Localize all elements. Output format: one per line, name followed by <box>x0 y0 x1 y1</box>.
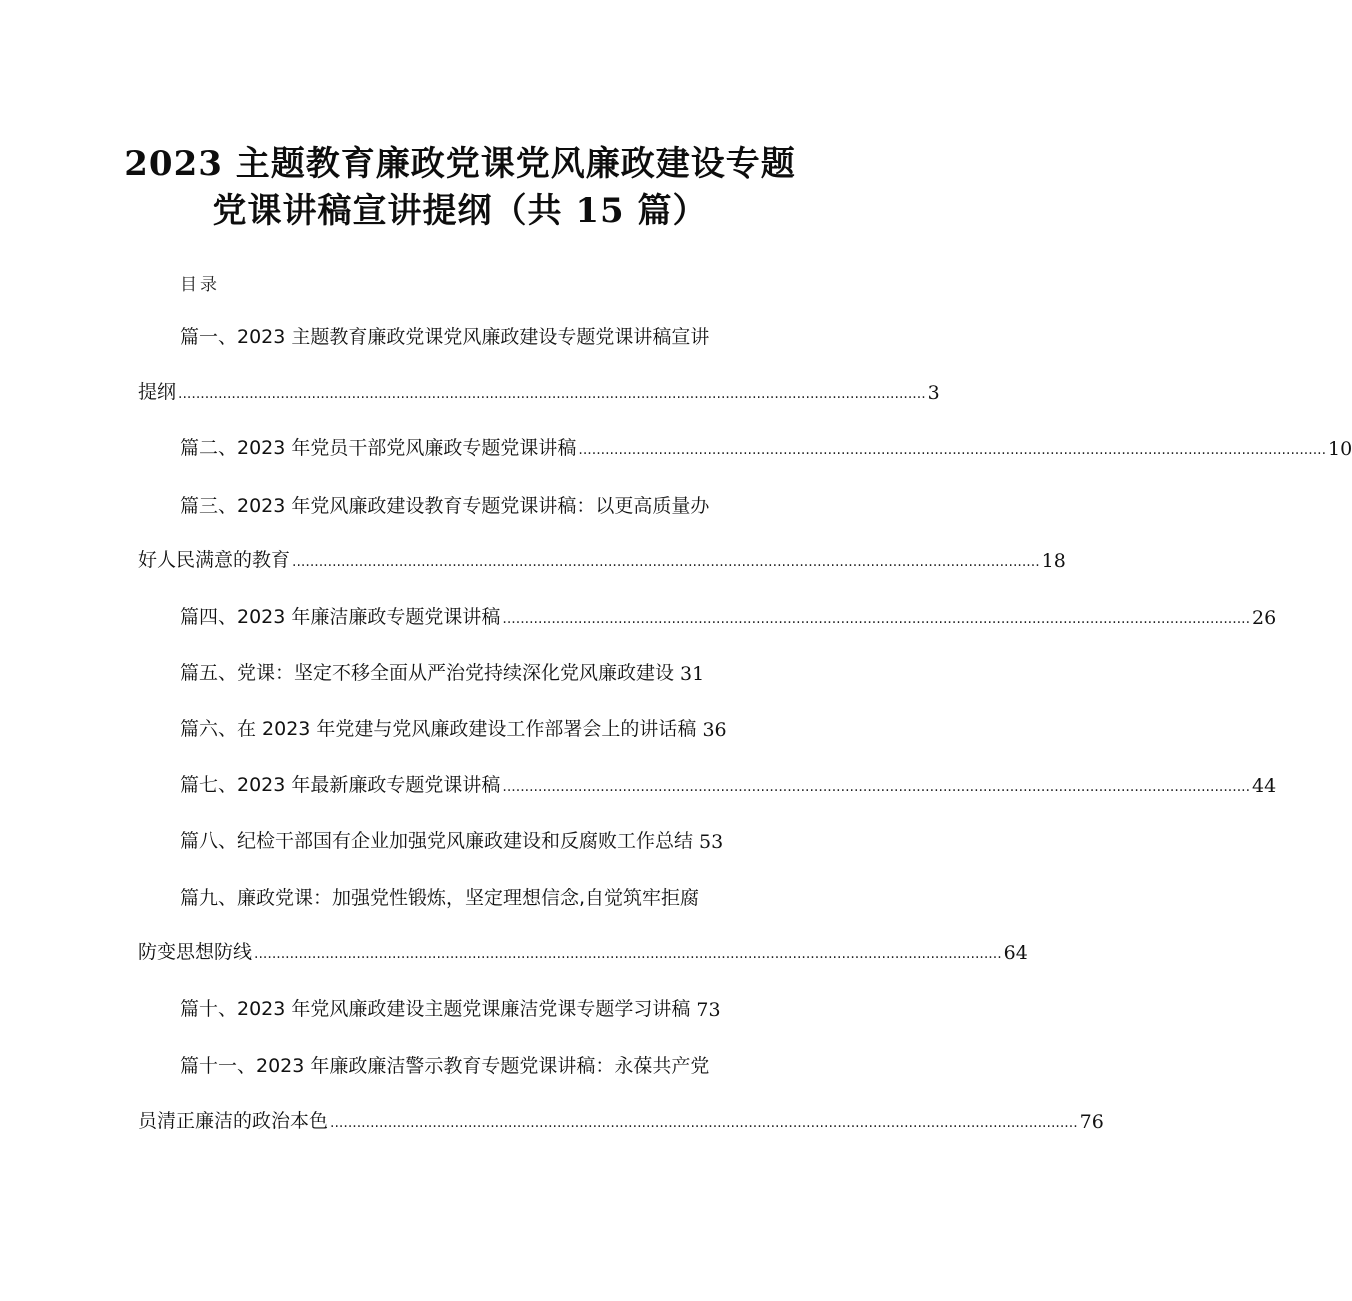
toc-entry-11[interactable] <box>138 1107 1104 1133</box>
document-title-line-2: 党课讲稿宣讲提纲（共 15 篇） <box>212 191 708 231</box>
toc-page-number: 10 <box>1328 438 1352 460</box>
dot-leader: ........................................................................................................................................................................ <box>502 779 1251 795</box>
toc-entry-10[interactable] <box>180 995 760 1021</box>
toc-page-number: 76 <box>1079 1111 1104 1133</box>
document-title-line-1: 2023 主题教育廉政党课党风廉政建设专题 <box>124 144 796 184</box>
toc-entry-text: 员清正廉洁的政治本色 <box>138 1110 329 1132</box>
toc-page-number: 73 <box>696 999 721 1021</box>
toc-entry-3-first-line[interactable]: 篇三、2023 年党风廉政建设教育专题党课讲稿：以更高质量办 <box>180 495 710 517</box>
dot-leader: ........................................................................................................................................................................ <box>292 554 1040 570</box>
toc-page-number: 31 <box>680 663 705 685</box>
toc-entry-4[interactable] <box>180 603 1277 629</box>
dot-leader: ........................................................................................................................................................................ <box>254 946 1002 962</box>
toc-entry-6[interactable] <box>180 715 750 741</box>
toc-entry-3[interactable] <box>138 546 1066 572</box>
toc-entry-2[interactable] <box>180 434 1352 460</box>
toc-entry-text: 篇十、2023 年党风廉政建设主题党课廉洁党课专题学习讲稿 <box>180 998 691 1020</box>
toc-entry-7[interactable] <box>180 771 1277 797</box>
toc-entry-11-first-line[interactable]: 篇十一、2023 年廉政廉洁警示教育专题党课讲稿：永葆共产党 <box>180 1055 710 1077</box>
toc-page-number: 36 <box>702 719 727 741</box>
toc-heading: 目录 <box>180 275 220 295</box>
toc-page-number: 18 <box>1041 550 1066 572</box>
toc-page-number: 26 <box>1252 607 1277 629</box>
toc-entry-8[interactable] <box>180 827 760 853</box>
toc-entry-5[interactable] <box>180 659 740 685</box>
dot-leader: ........................................................................................................................................................................ <box>330 1115 1078 1131</box>
toc-page-number: 64 <box>1003 942 1028 964</box>
toc-entry-9-first-line[interactable]: 篇九、廉政党课：加强党性锻炼，坚定理想信念,自觉筑牢拒腐 <box>180 887 700 909</box>
toc-entry-text: 篇八、纪检干部国有企业加强党风廉政建设和反腐败工作总结 <box>180 830 694 852</box>
dot-leader: ........................................................................................................................................................................ <box>578 442 1327 458</box>
toc-page-number: 44 <box>1252 775 1277 797</box>
toc-entry-1-first-line[interactable]: 篇一、2023 主题教育廉政党课党风廉政建设专题党课讲稿宣讲 <box>180 326 710 348</box>
toc-entry-text: 提纲 <box>138 381 177 403</box>
dot-leader: ........................................................................................................................................................................ <box>502 611 1251 627</box>
toc-entry-text: 篇七、2023 年最新廉政专题党课讲稿 <box>180 774 501 796</box>
toc-entry-9[interactable] <box>138 938 1028 964</box>
dot-leader: ........................................................................................................................................................................ <box>178 386 926 402</box>
toc-entry-text: 篇四、2023 年廉洁廉政专题党课讲稿 <box>180 606 501 628</box>
toc-page-number: 3 <box>927 382 940 404</box>
toc-entry-text: 篇二、2023 年党员干部党风廉政专题党课讲稿 <box>180 437 577 459</box>
toc-entry-text: 好人民满意的教育 <box>138 549 291 571</box>
toc-entry-text: 防变思想防线 <box>138 941 253 963</box>
toc-entry-text: 篇六、在 2023 年党建与党风廉政建设工作部署会上的讲话稿 <box>180 718 697 740</box>
toc-entry-1[interactable] <box>138 378 940 404</box>
toc-page-number: 53 <box>699 831 724 853</box>
toc-entry-text: 篇五、党课：坚定不移全面从严治党持续深化党风廉政建设 <box>180 662 675 684</box>
